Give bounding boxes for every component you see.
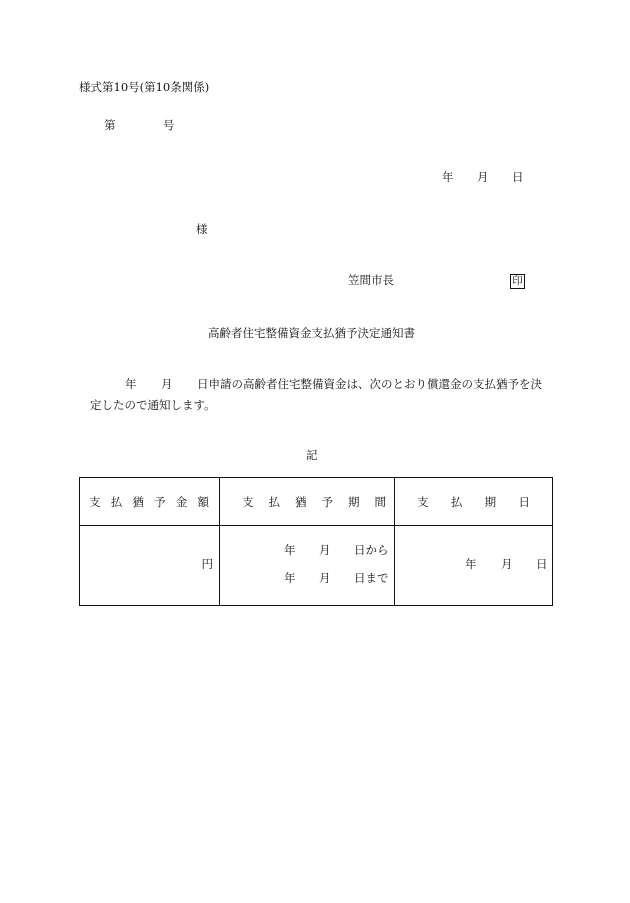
seal-mark-glyph: 印 [510,274,525,289]
header-payment-due-date [395,478,553,526]
cell-payment-due-date [395,526,553,606]
period-from-month: 月 [319,543,331,557]
body-text-line-2: 定したので通知します。 [90,398,216,412]
table-body-row [80,526,553,606]
ki-heading: 記 [306,448,318,462]
body-year-marker: 年 [125,377,137,391]
period-from-year: 年 [284,543,296,557]
period-to-day: 日まで [354,571,389,585]
deferment-table [79,477,553,606]
header-deferment-amount [80,478,220,526]
document-number-suffix: 号 [163,118,175,132]
header-deferment-period [220,478,395,526]
header-char: 払 [450,494,463,509]
header-char: 猶 [132,494,144,509]
period-to-month: 月 [319,571,331,585]
header-char: 予 [321,494,333,509]
due-date-day: 日 [536,557,548,571]
header-char: 額 [197,494,209,509]
header-char: 金 [175,494,188,509]
issue-date-day: 日 [512,170,524,184]
addressee-suffix: 様 [196,222,208,236]
issuer-title: 笠間市長 [348,273,394,287]
due-date-month: 月 [501,557,513,571]
header-char: 猶 [295,494,307,509]
header-char: 期 [348,494,360,509]
amount-unit-yen: 円 [201,557,213,571]
header-char: 払 [268,494,280,509]
header-char: 支 [242,494,254,509]
seal-mark [510,274,525,289]
document-title: 高齢者住宅整備資金支払猶予決定通知書 [208,326,415,340]
body-text-line-1: 日申請の高齢者住宅整備資金は、次のとおり償還金の支払猶予を決 [197,377,542,391]
due-date-year: 年 [465,557,477,571]
body-month-marker: 月 [161,377,173,391]
header-char: 払 [110,494,123,509]
header-char: 間 [374,494,386,509]
header-char: 期 [484,494,497,509]
document-number-prefix: 第 [104,118,116,132]
period-from-day: 日から [354,543,389,557]
cell-deferment-amount [80,526,220,606]
header-char: 支 [417,494,429,509]
header-char: 予 [154,494,166,509]
period-to-year: 年 [284,571,296,585]
table-header-row [80,478,553,526]
cell-deferment-period [220,526,395,606]
header-char: 支 [89,494,101,509]
issue-date-year: 年 [442,170,454,184]
issue-date-month: 月 [477,170,489,184]
form-number-label: 様式第10号(第10条関係) [79,80,210,94]
header-char: 日 [518,494,530,509]
